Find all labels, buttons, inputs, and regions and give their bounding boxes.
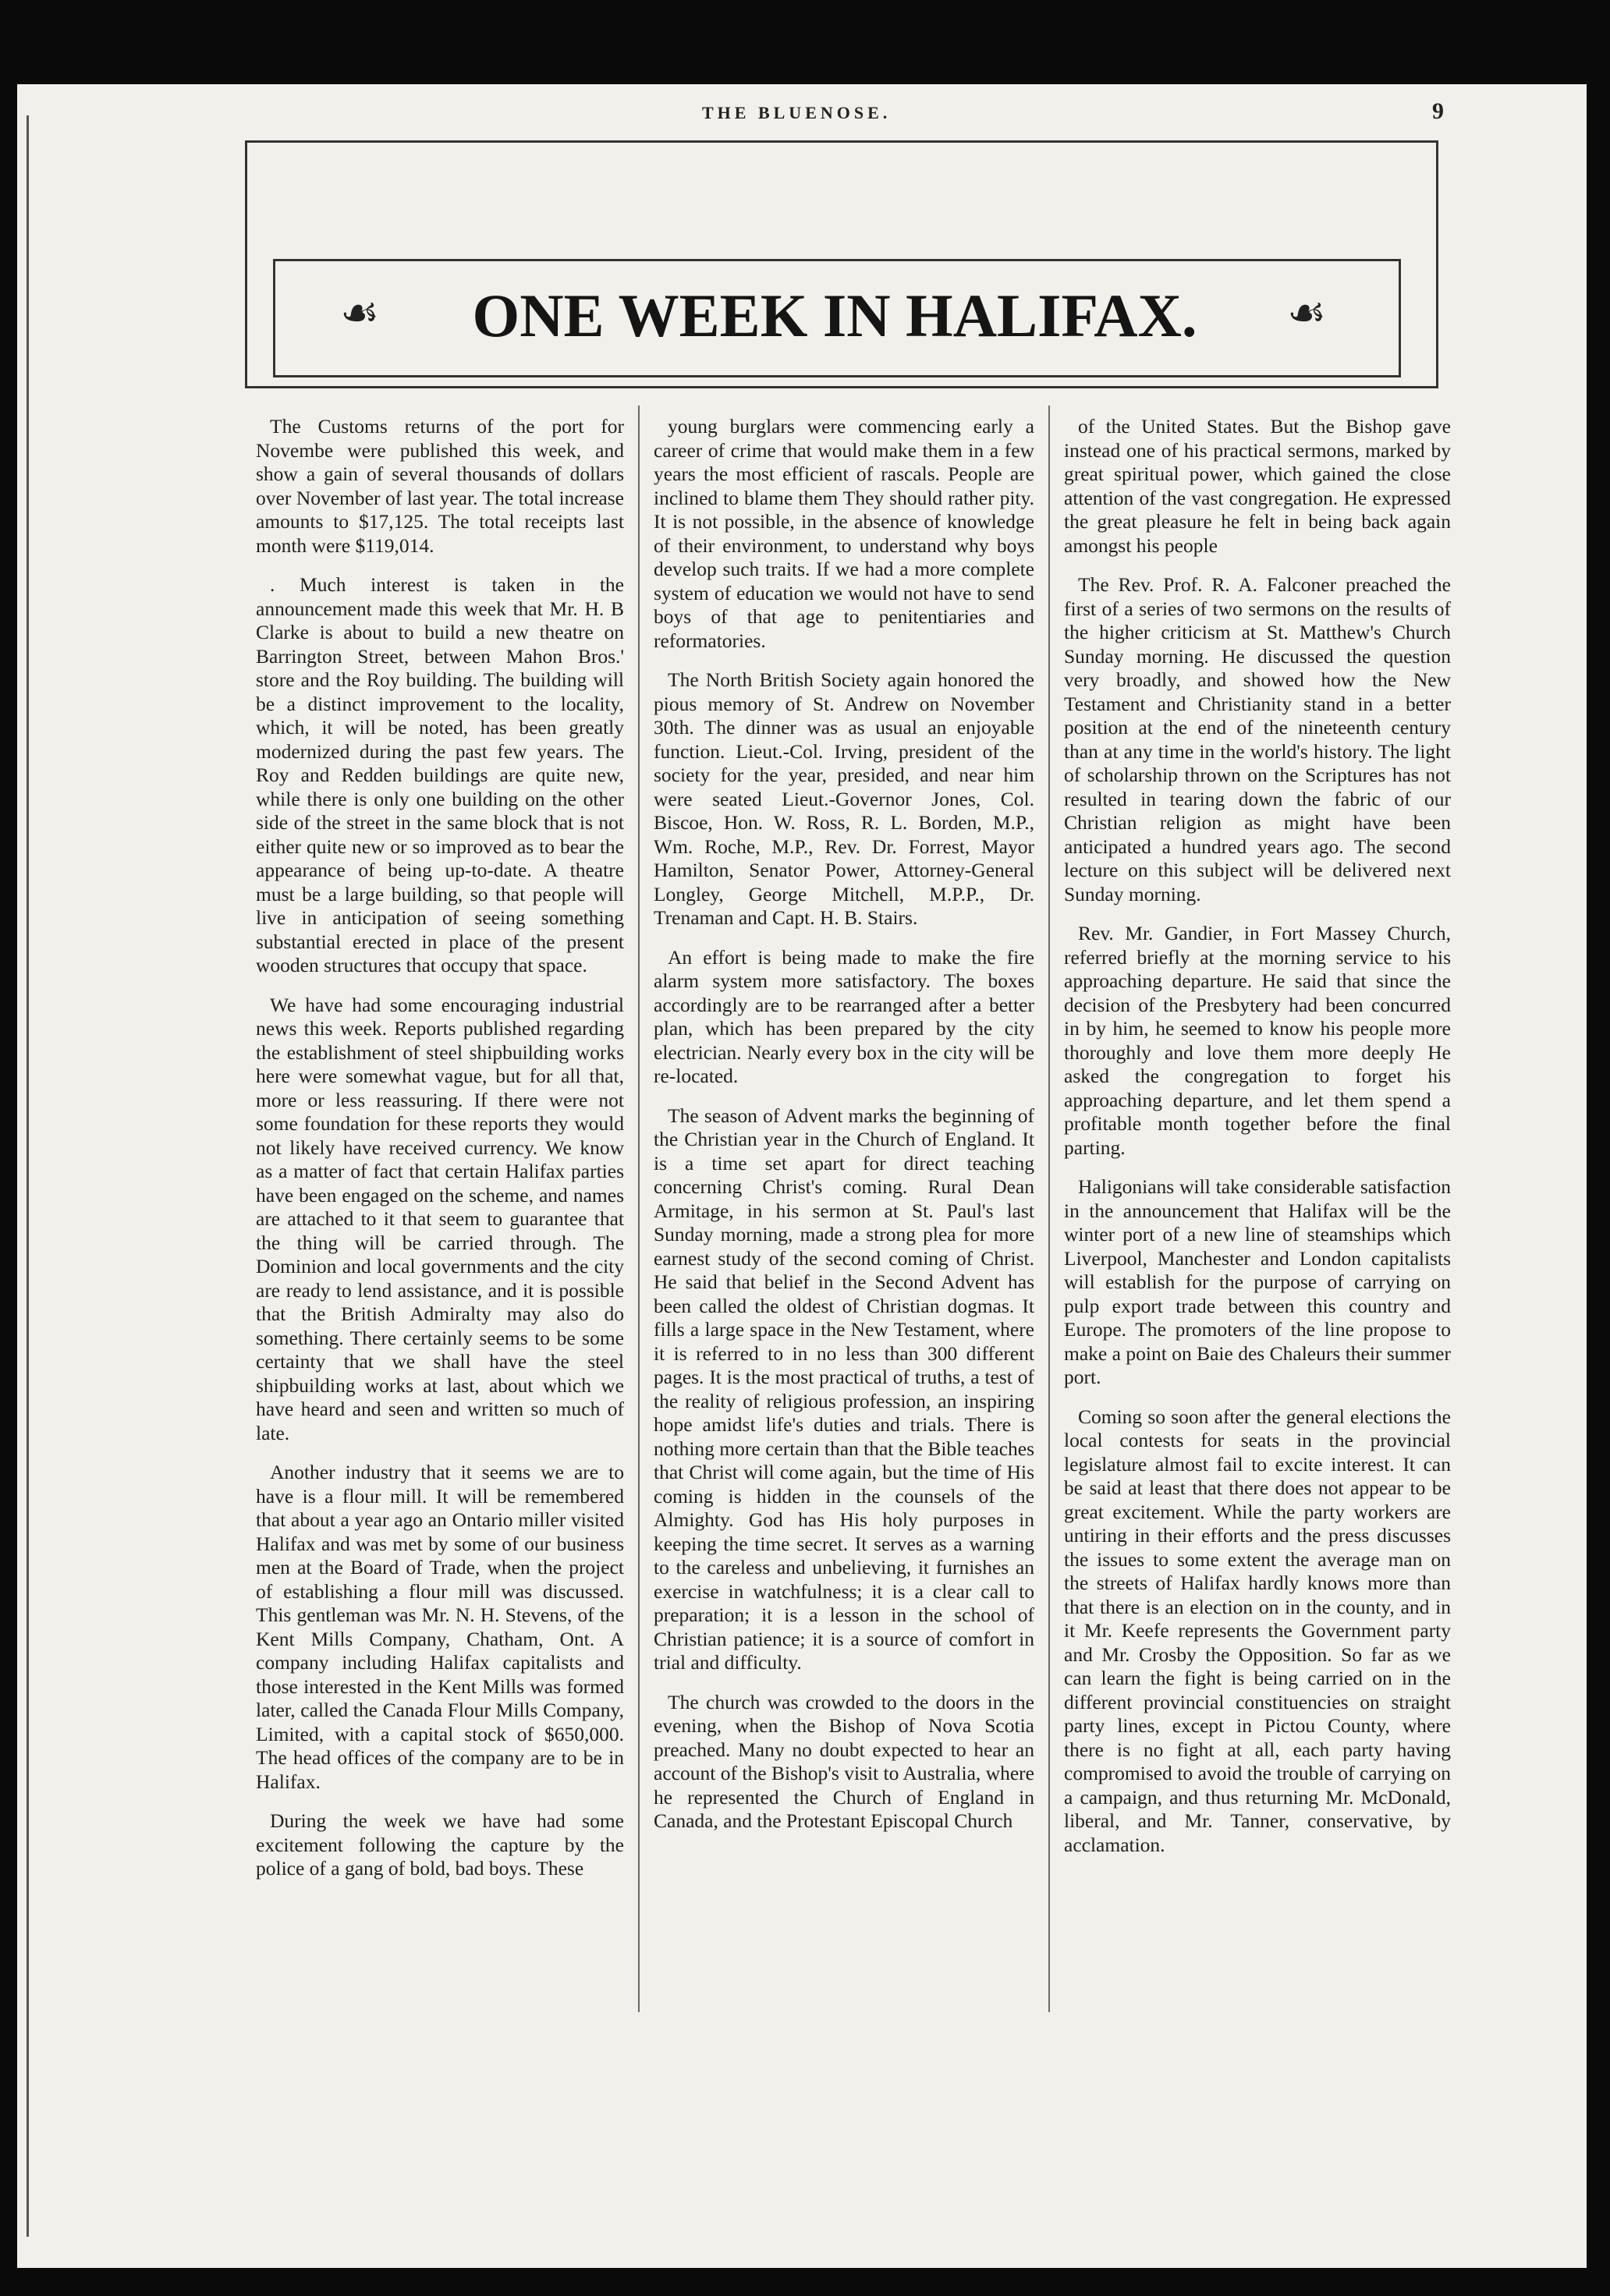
fleuron-left-icon: ☙ <box>340 288 380 338</box>
paragraph-falconer: The Rev. Prof. R. A. Falconer preached the first of a series of two sermons on the results of the higher criticism at St. Matthew's Church Sunday morning. He discussed the question very broadly, and showed how the New Testament and Christianity stand in a better position at the end of the nineteenth century than at any time in the world's history. The light of scholarship thrown on the Scriptures has not resulted in tearing down the fabric of our Christian religion as might have been anticipated a hundred years ago. The second lecture on this subject will be delivered next Sunday morning. <box>1064 573 1451 905</box>
paragraph-customs-returns: The Customs returns of the port for Novembe were published this week, and show a gain of several thousands of dollars over November of last year. The total increase amounts to $17,125. The total receipts last month were $119,014. <box>256 415 624 557</box>
article-title: ONE WEEK IN HALIFAX. <box>472 282 1197 349</box>
column-3 <box>1064 415 1451 1873</box>
fleuron-right-icon: ☙ <box>1287 288 1327 338</box>
page-edge-rule <box>27 115 29 2237</box>
paragraph-north-british-society: The North British Society again honored the pious memory of St. Andrew on November 30th. The dinner was as usual an enjoyable function. Lieut.-Col. Irving, president of the society for the year, presided, and near him were seated Lieut.-Governor Jones, Col. Biscoe, Hon. W. Ross, R. L. Borden, M.P., Wm. Roche, M.P., Rev. Dr. Forrest, Mayor Hamilton, Senator Power, Attorney-General Longley, George Mitchell, M.P.P., Dr. Trenaman and Capt. H. B. Stairs. <box>654 668 1034 929</box>
paragraph-new-theatre: . Much interest is taken in the announcement made this week that Mr. H. B Clarke is about to build a new theatre on Barrington Street, between Mahon Bros.' store and the Roy building. The building will be a distinct improvement to the locality, which, it will be noted, has been greatly modernized during the past few years. The Roy and Redden buildings are quite new, while there is only one building on the other side of the street in the same block that is not either quite new or so improved as to bear the appearance of being up-to-date. A theatre must be a large building, so that people will live in anticipation of seeing something substantial erected in place of the present wooden structures that occupy that space. <box>256 573 624 976</box>
paragraph-burglars: During the week we have had some excitement following the capture by the police of a gang of bold, bad boys. These <box>256 1809 624 1880</box>
paragraph-burglars-cont: young burglars were commencing early a career of crime that would make them in a few years the most efficient of rascals. People are inclined to blame them They should rather pity. It is not possible, in the absence of knowledge of their environment, to understand why boys develop such traits. If we had a more complete system of education we would not have to send boys of that age to penitentiaries and reformatories. <box>654 415 1034 652</box>
column-1 <box>256 415 624 1897</box>
paragraph-advent: The season of Advent marks the beginning of the Christian year in the Church of England. It is a time set apart for direct teaching concerning Christ's coming. Rural Dean Armitage, in his sermon at St. Paul's last Sunday morning, made a strong plea for more earnest study of the second coming of Christ. He said that belief in the Second Advent has been called the oldest of Christian dogmas. It fills a large space in the New Testament, where it is referred to in no less than 300 different pages. It is the most practical of truths, a test of the reality of religious profession, an inspiring hope amidst life's duties and trials. There is nothing more certain than that the Bible teaches that Christ will come again, but the time of His coming is hidden in the counsels of the Almighty. God has His holy purposes in keeping the time secret. It serves as a warning to the careless and unbelieving, it furnishes an exercise in watchfulness; it is a clear call to preparation; it is a lesson in the school of Christian patience; it is a source of comfort in trial and difficulty. <box>654 1104 1034 1674</box>
column-2 <box>654 415 1034 1849</box>
paragraph-bishop-sermon-cont: of the United States. But the Bishop gave instead one of his practical sermons, marked by great spiritual power, which gained the close attention of the vast congregation. He expressed the great pleasure he felt in being back again amongst his people <box>1064 415 1451 557</box>
running-head: THE BLUENOSE. <box>702 103 892 122</box>
paragraph-bishop-sermon: The church was crowded to the doors in the evening, when the Bishop of Nova Scotia preached. Many no doubt expected to hear an account of the Bishop's visit to Australia, where he represented the Church of England in Canada, and the Protestant Episcopal Church <box>654 1690 1034 1832</box>
paragraph-steamship-line: Haligonians will take considerable satisfaction in the announcement that Halifax will be the winter port of a new line of steamships which Liverpool, Manchester and London capitalists will establish for the purpose of carrying on pulp export trade between this country and Europe. The promoters of the line propose to make a point on Baie des Chaleurs their summer port. <box>1064 1175 1451 1388</box>
column-rule <box>638 406 640 2012</box>
paragraph-fire-alarm: An effort is being made to make the fire alarm system more satisfactory. The boxes accordingly are to be rearranged after a better plan, which has been prepared by the city electrician. Nearly every box in the city will be re-located. <box>654 945 1034 1087</box>
paragraph-gandier: Rev. Mr. Gandier, in Fort Massey Church, referred briefly at the morning service to his approaching departure. He said that since the decision of the Presbytery had been concurred in by him, he seemed to know his people more thoroughly and love them more deeply He asked the congregation to forget his approaching departure, and let them spend a profitable month together before the final parting. <box>1064 922 1451 1159</box>
paragraph-elections: Coming so soon after the general elections the local contests for seats in the provincial legislature almost fail to excite interest. It can be said at least that there does not appear to be great excitement. While the party workers are untiring in their efforts and the press discusses the issues to some extent the average man on the streets of Halifax hardly knows more than that there is an election on in the county, and in it Mr. Keefe represents the Government party and Mr. Crosby the Opposition. So far as we can learn the fight is being carried on in the different provincial constituencies on straight party lines, except in Pictou County, where there is no fight at all, each party having compromised to avoid the trouble of carrying on a campaign, and thus returning Mr. McDonald, liberal, and Mr. Tanner, conservative, by acclamation. <box>1064 1405 1451 1856</box>
paragraph-flour-mill: Another industry that it seems we are to have is a flour mill. It will be remembered that about a year ago an Ontario miller visited Halifax and was met by some of our business men at the Board of Trade, when the project of establishing a flour mill was discussed. This gentleman was Mr. N. H. Stevens, of the Kent Mills Company, Chatham, Ont. A company including Halifax capitalists and those interested in the Kent Mills was formed later, called the Canada Flour Mills Company, Limited, with a capital stock of $650,000. The head offices of the company are to be in Halifax. <box>256 1461 624 1793</box>
paragraph-steel-shipbuilding: We have had some encouraging industrial news this week. Reports published regarding the establishment of steel shipbuilding works here were somewhat vague, but for all that, more or less reassuring. If there were not some foundation for these reports they would not likely have received currency. We know as a matter of fact that certain Halifax parties have been engaged on the scheme, and names are attached to it that seem to guarantee that the thing will be carried through. The Dominion and local governments and the city are ready to lend assistance, and it is possible that the British Admiralty may also do something. There certainly seems to be some certainty that we shall have the steel shipbuilding works at last, about which we have heard and seen and written so much of late. <box>256 993 624 1444</box>
page-number: 9 <box>1432 98 1444 124</box>
column-rule <box>1048 406 1050 2012</box>
